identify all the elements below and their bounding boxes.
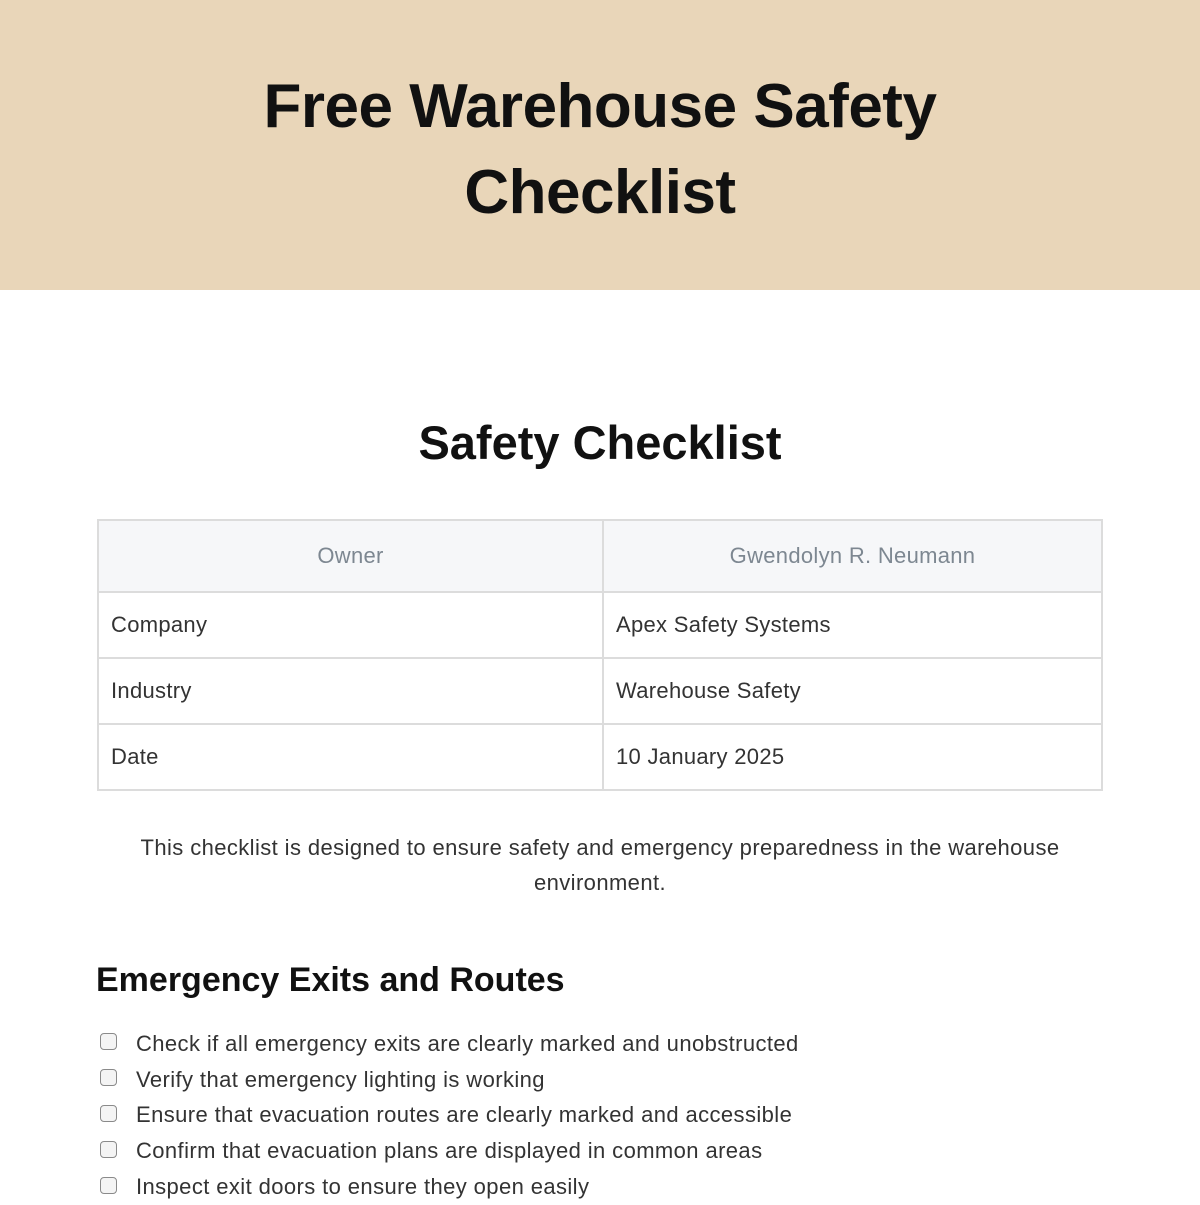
section-title: Safety Checklist: [418, 416, 782, 469]
company-value: Apex Safety Systems: [603, 592, 1102, 658]
intro-paragraph: This checklist is designed to ensure safety and emergency preparedness in the warehouse environment.: [140, 835, 1060, 895]
document-title: Free Warehouse Safety Checklist: [263, 72, 937, 227]
date-label: Date: [98, 724, 603, 790]
date-value: 10 January 2025: [603, 724, 1102, 790]
checklist-item-text: Check if all emergency exits are clearly marked and unobstructed: [136, 1030, 799, 1056]
list-item: [100, 1062, 799, 1098]
checklist-heading: Emergency Exits and Routes: [96, 961, 565, 999]
table-row: [98, 592, 1102, 658]
industry-label: Industry: [98, 658, 603, 724]
industry-value: Warehouse Safety: [603, 658, 1102, 724]
list-item: [100, 1098, 799, 1134]
table-row: [98, 658, 1102, 724]
info-table-header-row: [98, 520, 1102, 592]
owner-label: Owner: [98, 520, 603, 592]
checkbox[interactable]: [100, 1069, 117, 1086]
list-item: [100, 1026, 799, 1062]
info-table: [97, 519, 1103, 791]
checkbox[interactable]: [100, 1105, 117, 1122]
list-item: [100, 1169, 799, 1205]
company-label: Company: [98, 592, 603, 658]
table-row: [98, 724, 1102, 790]
list-item: [100, 1133, 799, 1169]
checklist-item-text: Ensure that evacuation routes are clearly marked and accessible: [136, 1102, 793, 1128]
checklist: [100, 1026, 799, 1205]
checklist-item-text: Confirm that evacuation plans are displayed in common areas: [136, 1138, 763, 1164]
checklist-item-text: Verify that emergency lighting is working: [136, 1066, 545, 1092]
checkbox[interactable]: [100, 1141, 117, 1158]
checkbox[interactable]: [100, 1033, 117, 1050]
owner-value: Gwendolyn R. Neumann: [603, 520, 1102, 592]
title-banner: [0, 0, 1200, 290]
checkbox[interactable]: [100, 1177, 117, 1194]
checklist-item-text: Inspect exit doors to ensure they open easily: [136, 1174, 590, 1200]
